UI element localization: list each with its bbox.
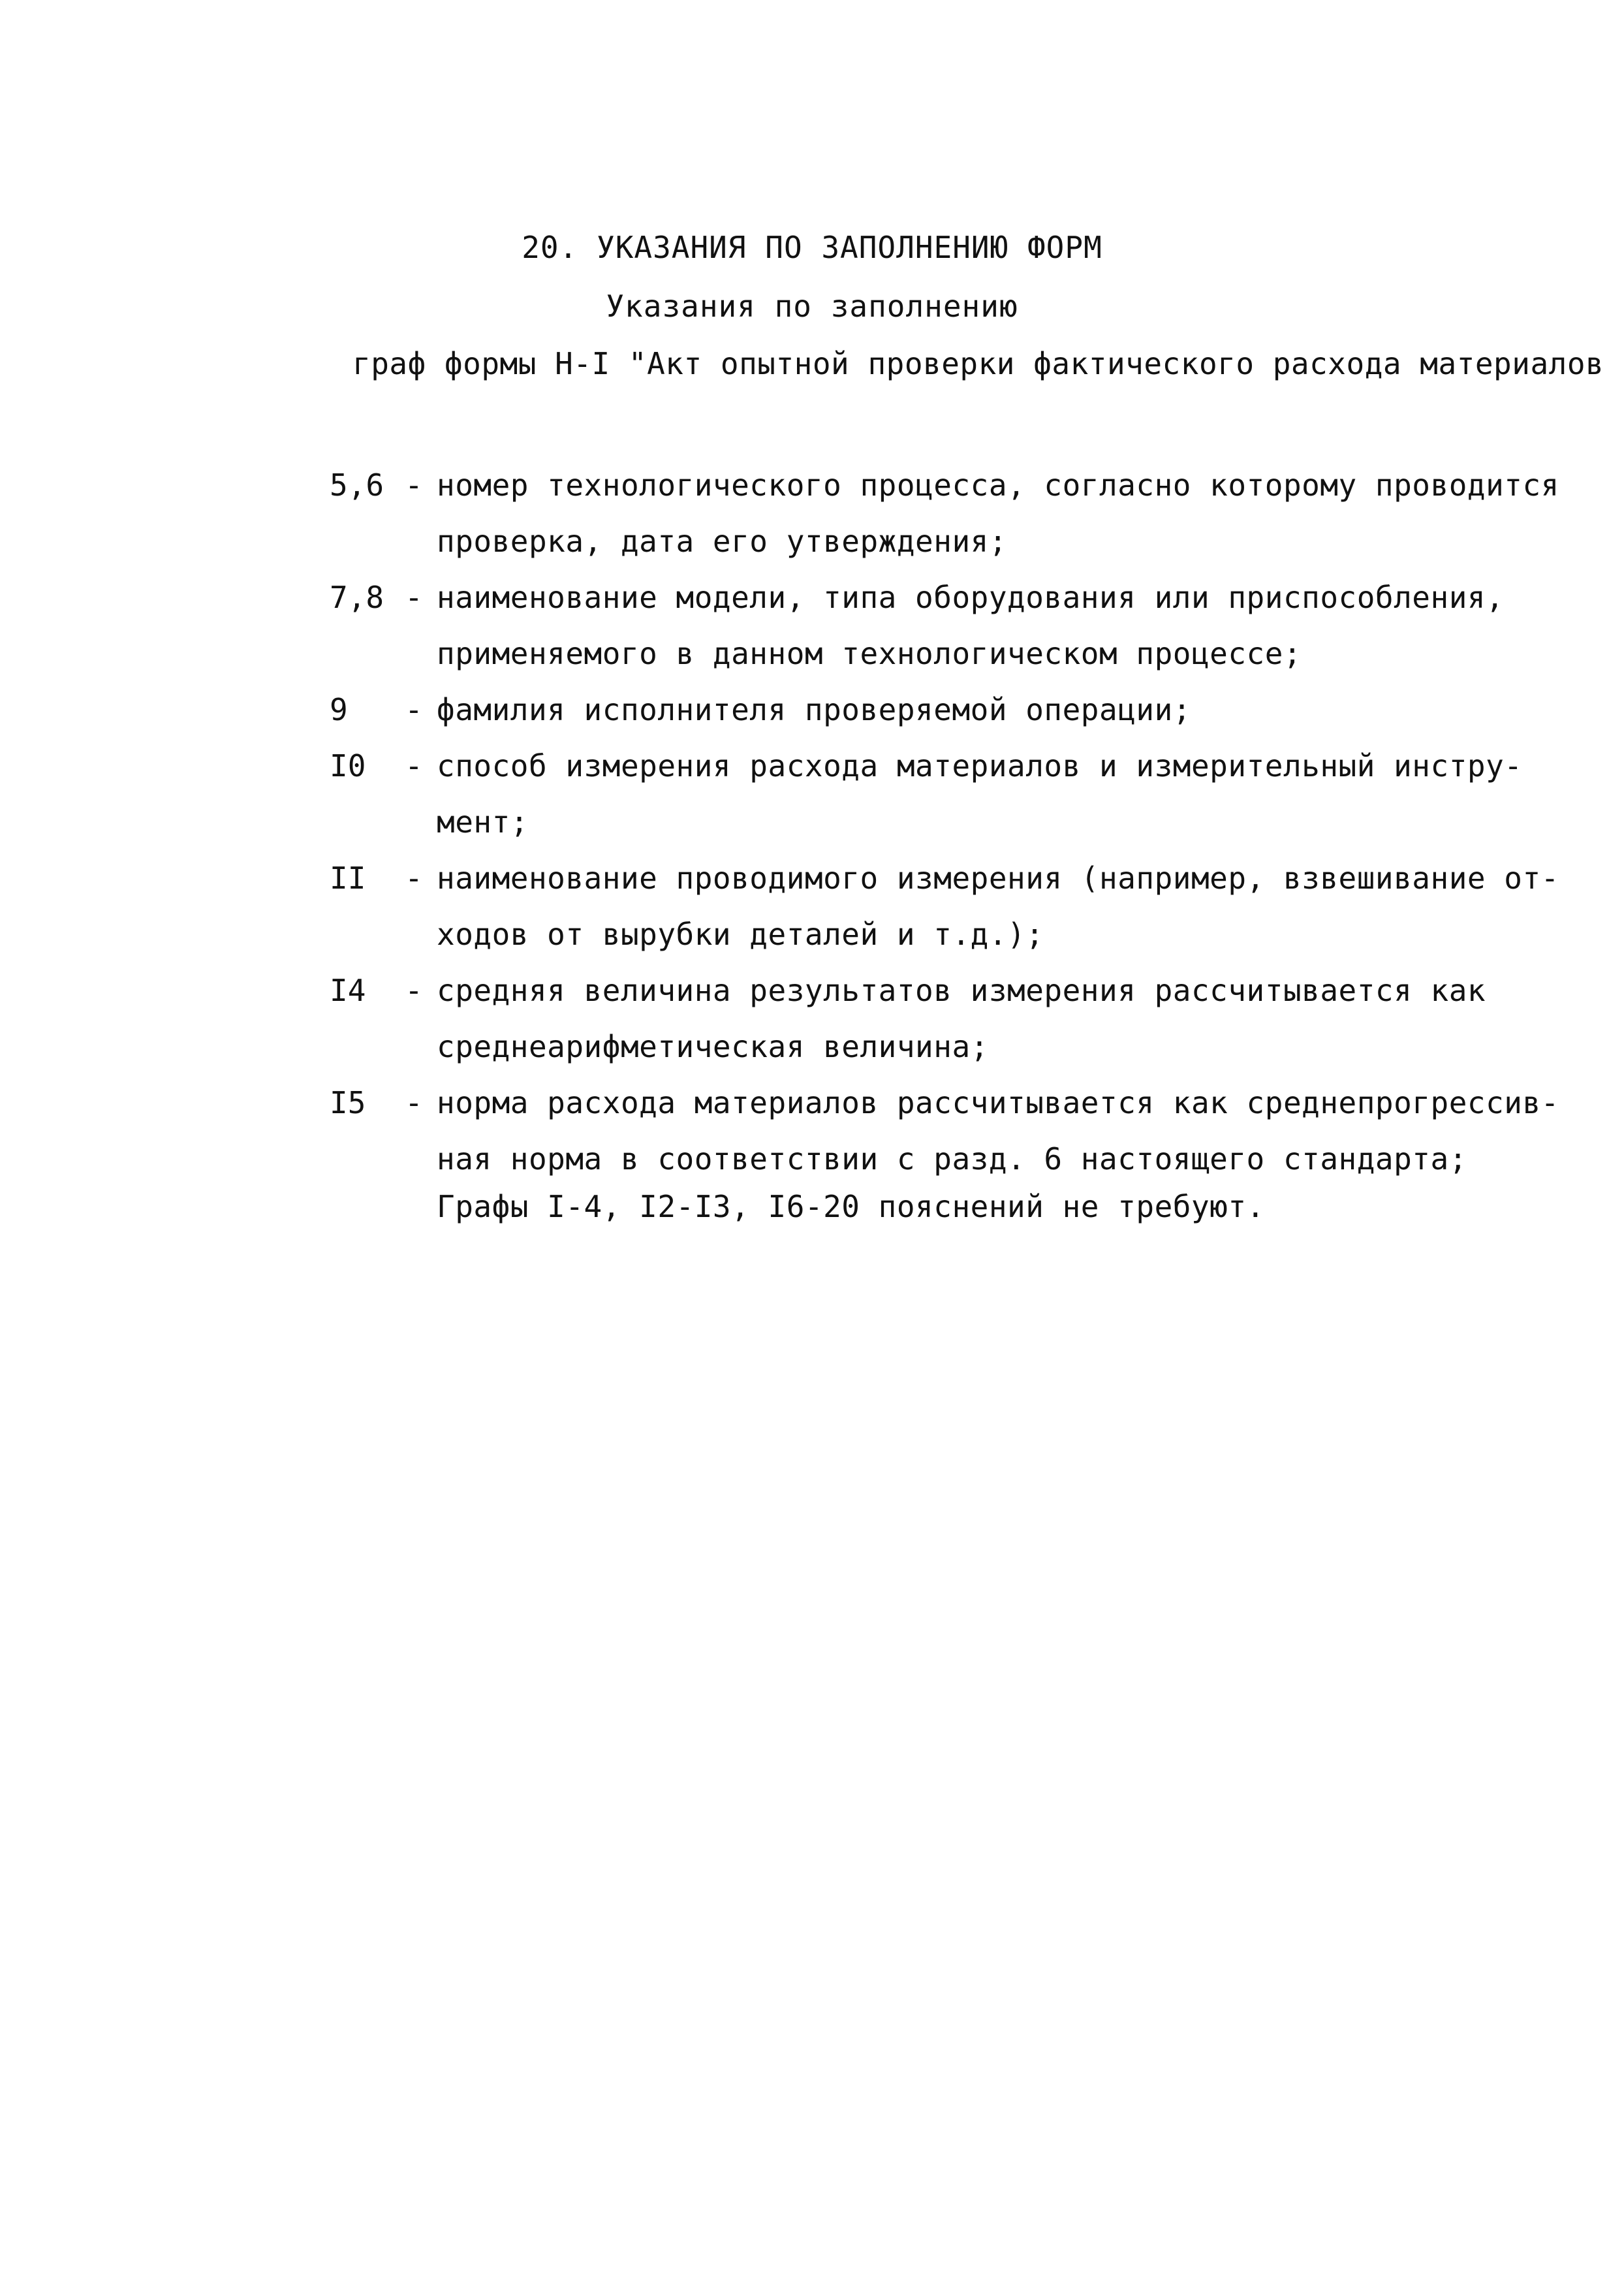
item-text-line: ходов от вырубки деталей и т.д.);	[437, 917, 1044, 952]
item-text	[433, 682, 1570, 738]
item-number: I4	[330, 973, 366, 1008]
item-text-line: фамилия исполнителя проверяемой операции;	[437, 692, 1191, 727]
item-dash: -	[405, 580, 423, 615]
item-dash: -	[405, 973, 423, 1008]
item-dash: -	[405, 861, 423, 896]
item-text-line: среднеарифметическая величина;	[437, 1029, 989, 1064]
list-item	[330, 682, 1570, 738]
item-text	[433, 738, 1570, 850]
section-title: 20. УКАЗАНИЯ ПО ЗАПОЛНЕНИЮ ФОРМ	[522, 230, 1102, 265]
item-text-line: средняя величина результатов измерения рассчитывается как	[437, 973, 1486, 1008]
item-dash: -	[405, 692, 423, 727]
item-text-line: наименование проводимого измерения (например, взвешивание от-	[437, 861, 1559, 896]
item-text-line: норма расхода материалов рассчитывается как среднепрогрессив-	[437, 1085, 1559, 1120]
item-number: II	[330, 861, 366, 896]
subtitle: Указания по заполнению	[606, 289, 1018, 324]
list-item	[330, 850, 1570, 962]
list-item	[330, 738, 1570, 850]
item-dash: -	[405, 748, 423, 783]
item-number: 5,6	[330, 467, 384, 503]
item-text	[433, 569, 1570, 682]
list-item	[330, 1075, 1570, 1187]
item-text-line: ная норма в соответствии с разд. 6 настоящего стандарта;	[437, 1141, 1467, 1177]
item-text-line: мент;	[437, 804, 529, 840]
list-item	[330, 457, 1570, 569]
item-number: 7,8	[330, 580, 384, 615]
item-text-line: номер технологического процесса, согласно которому проводится	[437, 467, 1559, 503]
item-text-line: проверка, дата его утверждения;	[437, 524, 1008, 559]
item-number: I0	[330, 748, 366, 783]
item-text-line: способ измерения расхода материалов и измерительный инстру-	[437, 748, 1523, 783]
list-item	[330, 569, 1570, 682]
item-text-line: наименование модели, типа оборудования или приспособления,	[437, 580, 1505, 615]
item-number: 9	[330, 692, 348, 727]
item-text	[433, 850, 1570, 962]
item-number: I5	[330, 1085, 366, 1120]
item-dash: -	[405, 467, 423, 503]
instruction-list	[330, 457, 1570, 1187]
item-dash: -	[405, 1085, 423, 1120]
closing-note: Графы I-4, I2-I3, I6-20 пояснений не требуют.	[437, 1189, 1265, 1224]
item-text	[433, 1075, 1570, 1187]
list-item	[330, 962, 1570, 1075]
item-text	[433, 962, 1570, 1075]
item-text-line: применяемого в данном технологическом процессе;	[437, 636, 1302, 671]
subtitle-form-name: граф формы Н-I "Акт опытной проверки фактического расхода материалов	[352, 346, 1604, 381]
item-text	[433, 457, 1570, 569]
